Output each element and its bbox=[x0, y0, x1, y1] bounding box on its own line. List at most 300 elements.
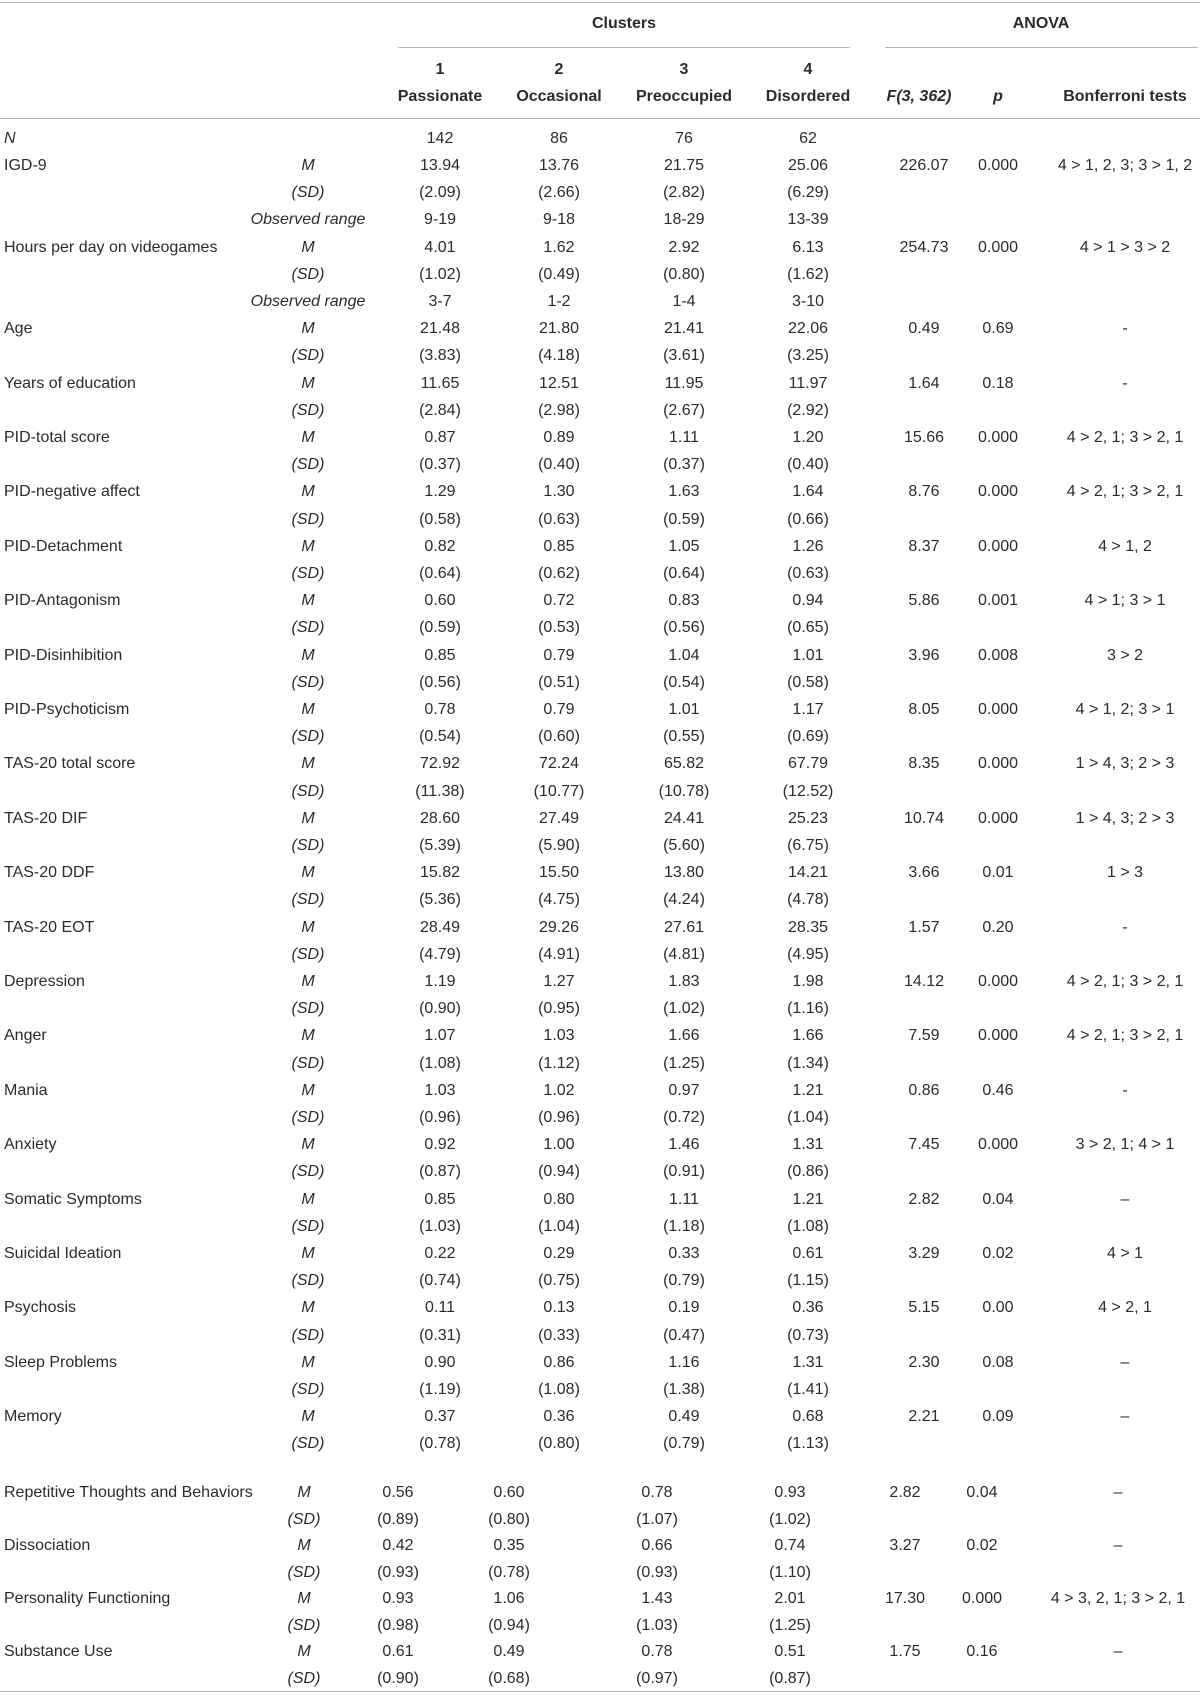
mean-label: M bbox=[301, 1136, 315, 1154]
sd-cluster-1: (0.64) bbox=[419, 565, 461, 582]
mean-cluster-2: 0.80 bbox=[543, 1190, 575, 1208]
p-value: 0.16 bbox=[966, 1643, 998, 1660]
sd-cluster-4: (0.40) bbox=[787, 456, 829, 474]
mean-cluster-1: 15.82 bbox=[419, 864, 461, 882]
range-cluster-1: 3-7 bbox=[428, 293, 452, 310]
sd-cluster-3: (0.97) bbox=[636, 1669, 678, 1687]
mean-cluster-2: 1.06 bbox=[493, 1590, 525, 1607]
sd-cluster-4: (0.87) bbox=[769, 1669, 811, 1687]
mean-cluster-3: 1.01 bbox=[668, 701, 700, 718]
mean-cluster-4: 25.06 bbox=[787, 157, 829, 174]
cluster-3-name: Preoccupied bbox=[635, 88, 733, 105]
mean-label: M bbox=[301, 429, 315, 446]
sd-label: (SD) bbox=[287, 1616, 321, 1634]
bonferroni-result: 1 > 3 bbox=[1106, 864, 1144, 882]
p-value: 0.69 bbox=[982, 320, 1014, 338]
variable-name: PID-total score bbox=[4, 429, 110, 446]
mean-cluster-3: 65.82 bbox=[663, 755, 705, 773]
bonferroni-result: 4 > 2, 1; 3 > 2, 1 bbox=[1066, 973, 1184, 990]
sd-cluster-4: (1.13) bbox=[787, 1435, 829, 1453]
cluster-1-name: Passionate bbox=[397, 88, 483, 105]
mean-cluster-3: 1.16 bbox=[668, 1353, 700, 1371]
mean-label: M bbox=[301, 483, 315, 501]
mean-cluster-4: 11.97 bbox=[788, 374, 828, 392]
mean-cluster-2: 0.36 bbox=[543, 1408, 575, 1426]
sd-cluster-4: (0.65) bbox=[787, 619, 829, 637]
cluster-2-number: 2 bbox=[554, 61, 564, 78]
sd-cluster-3: (0.93) bbox=[636, 1563, 678, 1581]
variable-name: PID-Psychoticism bbox=[4, 701, 130, 718]
mean-cluster-4: 0.61 bbox=[792, 1245, 824, 1262]
sd-cluster-3: (4.24) bbox=[663, 891, 705, 909]
mean-cluster-2: 0.29 bbox=[543, 1245, 575, 1262]
mean-label: M bbox=[301, 1299, 315, 1317]
sd-cluster-4: (6.75) bbox=[787, 837, 829, 854]
sd-cluster-2: (0.96) bbox=[538, 1109, 580, 1126]
variable-name: PID-Antagonism bbox=[4, 592, 121, 610]
sd-cluster-2: (1.12) bbox=[538, 1054, 580, 1072]
sd-cluster-4: (1.16) bbox=[787, 1000, 829, 1018]
sd-label: (SD) bbox=[291, 673, 325, 691]
sd-cluster-1: (0.31) bbox=[419, 1326, 461, 1344]
mean-cluster-2: 21.80 bbox=[538, 320, 580, 338]
mean-cluster-1: 13.94 bbox=[419, 157, 461, 174]
sd-cluster-2: (4.75) bbox=[538, 891, 580, 909]
mean-cluster-1: 0.82 bbox=[424, 537, 456, 555]
bonferroni-result: - bbox=[1122, 374, 1128, 392]
bonferroni-result: – bbox=[1120, 1190, 1130, 1208]
mean-cluster-3: 0.78 bbox=[641, 1484, 673, 1501]
mean-cluster-4: 1.98 bbox=[792, 973, 824, 990]
sd-cluster-4: (1.41) bbox=[787, 1381, 829, 1398]
sd-cluster-2: (0.75) bbox=[538, 1272, 580, 1290]
f-value: 8.05 bbox=[908, 701, 940, 718]
variable-name: Hours per day on videogames bbox=[4, 238, 218, 256]
mean-label: M bbox=[301, 320, 315, 338]
mean-cluster-2: 0.85 bbox=[543, 537, 575, 555]
mean-label: M bbox=[301, 157, 315, 174]
sd-cluster-4: (2.92) bbox=[787, 401, 829, 419]
p-value: 0.000 bbox=[977, 238, 1019, 256]
mean-cluster-2: 15.50 bbox=[538, 864, 580, 882]
mean-cluster-3: 0.78 bbox=[641, 1643, 673, 1660]
mean-cluster-3: 24.41 bbox=[663, 809, 705, 827]
mean-cluster-4: 0.93 bbox=[774, 1484, 806, 1501]
sd-cluster-1: (0.78) bbox=[419, 1435, 461, 1453]
mean-cluster-1: 0.22 bbox=[424, 1245, 456, 1262]
mean-cluster-4: 1.21 bbox=[792, 1081, 824, 1099]
bonferroni-result: – bbox=[1113, 1484, 1123, 1501]
bonferroni-result: 3 > 2 bbox=[1106, 646, 1144, 664]
sd-label: (SD) bbox=[291, 1381, 325, 1398]
mean-cluster-4: 0.94 bbox=[792, 592, 824, 610]
sd-cluster-2: (0.49) bbox=[538, 265, 580, 283]
sd-label: (SD) bbox=[291, 837, 325, 854]
variable-name: Substance Use bbox=[4, 1643, 113, 1660]
variable-name: Psychosis bbox=[4, 1299, 77, 1317]
variable-name: Anxiety bbox=[4, 1136, 57, 1154]
mean-label: M bbox=[301, 701, 315, 718]
observed-range-label: Observed range bbox=[250, 211, 366, 229]
variable-name: PID-negative affect bbox=[4, 483, 140, 501]
variable-name: TAS-20 EOT bbox=[4, 918, 95, 936]
sd-cluster-3: (0.55) bbox=[663, 728, 705, 746]
sd-cluster-2: (0.94) bbox=[488, 1616, 530, 1634]
cluster-1-number: 1 bbox=[435, 61, 445, 78]
variable-name: PID-Detachment bbox=[4, 537, 123, 555]
f-value: 10.74 bbox=[903, 809, 945, 827]
sd-label: (SD) bbox=[291, 401, 325, 419]
bonferroni-result: 4 > 2, 1 bbox=[1098, 1299, 1152, 1317]
mean-cluster-1: 0.42 bbox=[382, 1537, 414, 1554]
f-value: 5.15 bbox=[908, 1299, 940, 1317]
f-value: 14.12 bbox=[903, 973, 945, 990]
mean-cluster-4: 1.31 bbox=[792, 1136, 824, 1154]
sd-label: (SD) bbox=[291, 782, 325, 800]
mean-cluster-1: 4.01 bbox=[424, 238, 456, 256]
f-value: 2.82 bbox=[908, 1190, 940, 1208]
mean-cluster-2: 0.86 bbox=[543, 1353, 575, 1371]
mean-cluster-1: 28.49 bbox=[419, 918, 461, 936]
mean-cluster-4: 0.36 bbox=[792, 1299, 824, 1317]
bonferroni-result: 4 > 1 bbox=[1106, 1245, 1144, 1262]
mean-cluster-2: 0.89 bbox=[543, 429, 575, 446]
sd-label: (SD) bbox=[291, 728, 325, 746]
f-value: 3.96 bbox=[908, 646, 940, 664]
sd-cluster-2: (0.53) bbox=[538, 619, 580, 637]
mean-label: M bbox=[301, 1245, 315, 1262]
mean-cluster-3: 0.49 bbox=[668, 1408, 700, 1426]
mean-label: M bbox=[301, 374, 315, 392]
variable-name: Repetitive Thoughts and Behaviors bbox=[4, 1484, 253, 1501]
mean-cluster-1: 0.92 bbox=[424, 1136, 456, 1154]
mean-label: M bbox=[297, 1590, 311, 1607]
p-value: 0.04 bbox=[966, 1484, 998, 1501]
f-value: 1.75 bbox=[889, 1643, 921, 1660]
sd-label: (SD) bbox=[291, 1000, 325, 1018]
sd-cluster-3: (2.82) bbox=[663, 184, 705, 202]
top-rule bbox=[0, 2, 1200, 3]
sd-cluster-3: (3.61) bbox=[663, 347, 705, 365]
mean-cluster-4: 0.74 bbox=[774, 1537, 806, 1554]
sd-cluster-3: (0.72) bbox=[663, 1109, 705, 1126]
mean-cluster-4: 0.68 bbox=[792, 1408, 824, 1426]
mean-cluster-1: 0.56 bbox=[382, 1484, 414, 1501]
variable-name: Anger bbox=[4, 1027, 47, 1045]
sd-cluster-1: (0.96) bbox=[419, 1109, 461, 1126]
mean-cluster-1: 0.85 bbox=[424, 646, 456, 664]
bonferroni-result: – bbox=[1113, 1643, 1123, 1660]
p-value: 0.18 bbox=[982, 374, 1014, 392]
mean-cluster-1: 0.61 bbox=[382, 1643, 414, 1660]
p-value: 0.000 bbox=[977, 809, 1019, 827]
sd-label: (SD) bbox=[291, 619, 325, 637]
bottom-rule bbox=[0, 1691, 1200, 1692]
sd-cluster-4: (12.52) bbox=[782, 782, 834, 800]
mean-label: M bbox=[297, 1643, 311, 1660]
sd-cluster-4: (0.69) bbox=[787, 728, 829, 746]
sd-label: (SD) bbox=[287, 1510, 321, 1528]
sd-cluster-3: (4.81) bbox=[663, 945, 705, 963]
f-value: 0.86 bbox=[908, 1081, 940, 1099]
sd-label: (SD) bbox=[291, 510, 325, 528]
p-value: 0.02 bbox=[982, 1245, 1014, 1262]
sd-cluster-4: (0.63) bbox=[787, 565, 829, 582]
bonferroni-result: – bbox=[1120, 1353, 1130, 1371]
clusters-header: Clusters bbox=[591, 15, 657, 32]
mean-cluster-4: 1.17 bbox=[792, 701, 824, 718]
sd-cluster-2: (0.80) bbox=[488, 1510, 530, 1528]
sd-cluster-4: (1.62) bbox=[787, 265, 829, 283]
sd-cluster-1: (5.39) bbox=[419, 837, 461, 854]
sd-cluster-4: (0.66) bbox=[787, 510, 829, 528]
sd-cluster-2: (0.68) bbox=[488, 1669, 530, 1687]
sd-cluster-1: (2.84) bbox=[419, 401, 461, 419]
f-value: 8.37 bbox=[908, 537, 940, 555]
sd-cluster-2: (0.80) bbox=[538, 1435, 580, 1453]
p-value: 0.000 bbox=[977, 1027, 1019, 1045]
mean-cluster-2: 0.79 bbox=[543, 701, 575, 718]
f-value: 2.82 bbox=[889, 1484, 921, 1501]
sd-label: (SD) bbox=[287, 1669, 321, 1687]
variable-name: IGD-9 bbox=[4, 157, 47, 174]
mean-cluster-1: 11.65 bbox=[420, 374, 460, 392]
n-label: N bbox=[4, 130, 16, 147]
mean-cluster-1: 0.85 bbox=[424, 1190, 456, 1208]
p-value: 0.01 bbox=[982, 864, 1014, 882]
f-value: 3.66 bbox=[908, 864, 940, 882]
mean-cluster-1: 1.29 bbox=[424, 483, 456, 501]
p-value: 0.00 bbox=[982, 1299, 1014, 1317]
mean-cluster-4: 1.01 bbox=[792, 646, 824, 664]
mean-cluster-1: 0.11 bbox=[425, 1299, 455, 1317]
variable-name: PID-Disinhibition bbox=[4, 646, 123, 664]
clusters-rule bbox=[398, 47, 850, 48]
mean-label: M bbox=[301, 1081, 315, 1099]
range-cluster-2: 1-2 bbox=[547, 293, 571, 310]
sd-cluster-3: (0.37) bbox=[663, 456, 705, 474]
sd-cluster-3: (0.80) bbox=[663, 265, 705, 283]
sd-cluster-2: (10.77) bbox=[533, 782, 585, 800]
mean-cluster-1: 0.90 bbox=[424, 1353, 456, 1371]
f-value: 1.57 bbox=[908, 918, 940, 936]
f-value: 254.73 bbox=[899, 238, 949, 256]
mean-label: M bbox=[301, 809, 315, 827]
mean-cluster-2: 0.49 bbox=[493, 1643, 525, 1660]
sd-cluster-1: (0.74) bbox=[419, 1272, 461, 1290]
f-value: 226.07 bbox=[899, 157, 949, 174]
mean-cluster-1: 0.60 bbox=[424, 592, 456, 610]
sd-cluster-1: (4.79) bbox=[419, 945, 461, 963]
p-value: 0.000 bbox=[977, 1136, 1019, 1154]
mean-cluster-1: 0.93 bbox=[382, 1590, 414, 1607]
sd-cluster-1: (3.83) bbox=[419, 347, 461, 365]
mean-cluster-2: 1.02 bbox=[543, 1081, 575, 1099]
f-value: 7.59 bbox=[908, 1027, 940, 1045]
f-value: 0.49 bbox=[908, 320, 940, 338]
mean-cluster-3: 2.92 bbox=[668, 238, 700, 256]
sd-cluster-2: (1.04) bbox=[538, 1217, 580, 1235]
n-cluster-2: 86 bbox=[550, 130, 568, 147]
mean-cluster-2: 0.72 bbox=[543, 592, 575, 610]
mean-cluster-4: 22.06 bbox=[787, 320, 829, 338]
anova-rule bbox=[885, 47, 1198, 48]
sd-cluster-4: (1.10) bbox=[769, 1563, 811, 1581]
p-value: 0.46 bbox=[982, 1081, 1014, 1099]
sd-cluster-3: (0.64) bbox=[663, 565, 705, 582]
mean-cluster-3: 0.33 bbox=[668, 1245, 700, 1262]
range-cluster-2: 9-18 bbox=[542, 211, 576, 229]
sd-label: (SD) bbox=[291, 1326, 325, 1344]
sd-cluster-4: (1.04) bbox=[787, 1109, 829, 1126]
mean-cluster-2: 1.62 bbox=[543, 238, 575, 256]
mean-cluster-4: 1.31 bbox=[792, 1353, 824, 1371]
f-value: 7.45 bbox=[908, 1136, 940, 1154]
p-value: 0.008 bbox=[977, 646, 1019, 664]
sd-cluster-1: (1.08) bbox=[419, 1054, 461, 1072]
sd-cluster-1: (1.02) bbox=[419, 265, 461, 283]
f-value: 8.35 bbox=[908, 755, 940, 773]
bonferroni-result: 3 > 2, 1; 4 > 1 bbox=[1075, 1136, 1175, 1154]
mean-cluster-3: 0.66 bbox=[641, 1537, 673, 1554]
variable-name: Mania bbox=[4, 1081, 48, 1099]
mean-label: M bbox=[301, 1353, 315, 1371]
variable-name: Age bbox=[4, 320, 33, 338]
sd-cluster-2: (2.66) bbox=[538, 184, 580, 202]
sd-label: (SD) bbox=[291, 265, 325, 283]
mean-cluster-4: 67.79 bbox=[787, 755, 829, 773]
f-value: 1.64 bbox=[908, 374, 940, 392]
mean-label: M bbox=[301, 864, 315, 882]
variable-name: Years of education bbox=[4, 374, 136, 392]
sd-cluster-2: (0.95) bbox=[538, 1000, 580, 1018]
sd-cluster-3: (5.60) bbox=[663, 837, 705, 854]
p-value: 0.000 bbox=[977, 429, 1019, 446]
sd-cluster-4: (1.34) bbox=[787, 1054, 829, 1072]
mean-cluster-3: 1.83 bbox=[668, 973, 700, 990]
sd-label: (SD) bbox=[291, 945, 325, 963]
p-value: 0.000 bbox=[977, 701, 1019, 718]
sd-label: (SD) bbox=[291, 1109, 325, 1126]
sd-label: (SD) bbox=[291, 1163, 325, 1181]
mean-cluster-1: 0.78 bbox=[424, 701, 456, 718]
p-value: 0.02 bbox=[966, 1537, 998, 1554]
mean-cluster-3: 1.04 bbox=[668, 646, 700, 664]
mean-cluster-1: 0.87 bbox=[424, 429, 456, 446]
bonferroni-result: - bbox=[1122, 320, 1128, 338]
f-value: 8.76 bbox=[908, 483, 940, 501]
mean-label: M bbox=[301, 918, 315, 936]
range-cluster-4: 3-10 bbox=[791, 293, 825, 310]
sd-label: (SD) bbox=[291, 891, 325, 909]
mean-cluster-4: 14.21 bbox=[787, 864, 829, 882]
n-cluster-3: 76 bbox=[675, 130, 693, 147]
variable-name: Memory bbox=[4, 1408, 62, 1426]
mean-cluster-4: 25.23 bbox=[787, 809, 829, 827]
mean-label: M bbox=[301, 592, 315, 610]
f-value: 5.86 bbox=[908, 592, 940, 610]
sd-cluster-3: (0.91) bbox=[663, 1163, 705, 1181]
variable-name: TAS-20 DIF bbox=[4, 809, 88, 827]
p-value: 0.000 bbox=[977, 537, 1019, 555]
sd-cluster-2: (1.08) bbox=[538, 1381, 580, 1398]
mean-cluster-4: 28.35 bbox=[787, 918, 829, 936]
mean-cluster-2: 1.30 bbox=[543, 483, 575, 501]
sd-cluster-3: (10.78) bbox=[658, 782, 710, 800]
mean-cluster-3: 27.61 bbox=[663, 918, 705, 936]
sd-cluster-3: (1.02) bbox=[663, 1000, 705, 1018]
bonferroni-result: 4 > 2, 1; 3 > 2, 1 bbox=[1066, 1027, 1184, 1045]
sd-cluster-1: (0.90) bbox=[419, 1000, 461, 1018]
mean-cluster-4: 2.01 bbox=[774, 1590, 806, 1607]
sd-cluster-4: (0.58) bbox=[787, 673, 829, 691]
sd-cluster-2: (0.62) bbox=[538, 565, 580, 582]
p-value: 0.000 bbox=[977, 973, 1019, 990]
range-cluster-3: 18-29 bbox=[663, 211, 705, 229]
sd-cluster-1: (0.89) bbox=[377, 1510, 419, 1528]
range-cluster-3: 1-4 bbox=[672, 293, 696, 310]
sd-cluster-1: (0.54) bbox=[419, 728, 461, 746]
bonferroni-result: 4 > 1 > 3 > 2 bbox=[1079, 238, 1171, 256]
p-value: 0.000 bbox=[977, 483, 1019, 501]
mean-cluster-4: 0.51 bbox=[774, 1643, 806, 1660]
mean-cluster-3: 1.63 bbox=[668, 483, 700, 501]
bonferroni-result: 4 > 1, 2; 3 > 1 bbox=[1075, 701, 1175, 718]
mean-cluster-2: 12.51 bbox=[538, 374, 580, 392]
p-value: 0.000 bbox=[961, 1590, 1003, 1607]
p-value: 0.20 bbox=[982, 918, 1014, 936]
bonferroni-result: 1 > 4, 3; 2 > 3 bbox=[1075, 755, 1175, 773]
sd-label: (SD) bbox=[291, 1217, 325, 1235]
sd-cluster-4: (6.29) bbox=[787, 184, 829, 202]
sd-cluster-4: (1.02) bbox=[769, 1510, 811, 1528]
sd-cluster-3: (0.59) bbox=[663, 510, 705, 528]
sd-cluster-3: (2.67) bbox=[663, 401, 705, 419]
f-value: 17.30 bbox=[884, 1590, 926, 1607]
sd-cluster-4: (0.73) bbox=[787, 1326, 829, 1344]
bonferroni-result: - bbox=[1122, 1081, 1128, 1099]
sd-cluster-1: (0.56) bbox=[419, 673, 461, 691]
mean-label: M bbox=[301, 537, 315, 555]
sd-label: (SD) bbox=[291, 347, 325, 365]
mean-label: M bbox=[301, 755, 315, 773]
n-cluster-4: 62 bbox=[799, 130, 817, 147]
sd-cluster-1: (0.87) bbox=[419, 1163, 461, 1181]
mean-cluster-2: 13.76 bbox=[538, 157, 580, 174]
mean-cluster-3: 13.80 bbox=[663, 864, 705, 882]
variable-name: Dissociation bbox=[4, 1537, 91, 1554]
mean-cluster-2: 0.13 bbox=[543, 1299, 575, 1317]
bonferroni-result: 1 > 4, 3; 2 > 3 bbox=[1075, 809, 1175, 827]
range-cluster-4: 13-39 bbox=[787, 211, 829, 229]
sd-cluster-2: (0.51) bbox=[538, 673, 580, 691]
sd-cluster-4: (0.86) bbox=[787, 1163, 829, 1181]
variable-name: Suicidal Ideation bbox=[4, 1245, 122, 1262]
mean-cluster-2: 1.27 bbox=[543, 973, 575, 990]
p-value-header: p bbox=[993, 88, 1003, 105]
mean-label: M bbox=[301, 1027, 315, 1045]
mean-cluster-4: 1.20 bbox=[792, 429, 824, 446]
sd-cluster-1: (0.59) bbox=[419, 619, 461, 637]
mean-cluster-1: 1.03 bbox=[424, 1081, 456, 1099]
p-value: 0.000 bbox=[977, 157, 1019, 174]
sd-cluster-3: (0.79) bbox=[663, 1272, 705, 1290]
bonferroni-result: - bbox=[1122, 918, 1128, 936]
sd-cluster-1: (0.58) bbox=[419, 510, 461, 528]
variable-name: TAS-20 total score bbox=[4, 755, 136, 773]
sd-cluster-2: (0.78) bbox=[488, 1563, 530, 1581]
sd-cluster-2: (0.63) bbox=[538, 510, 580, 528]
